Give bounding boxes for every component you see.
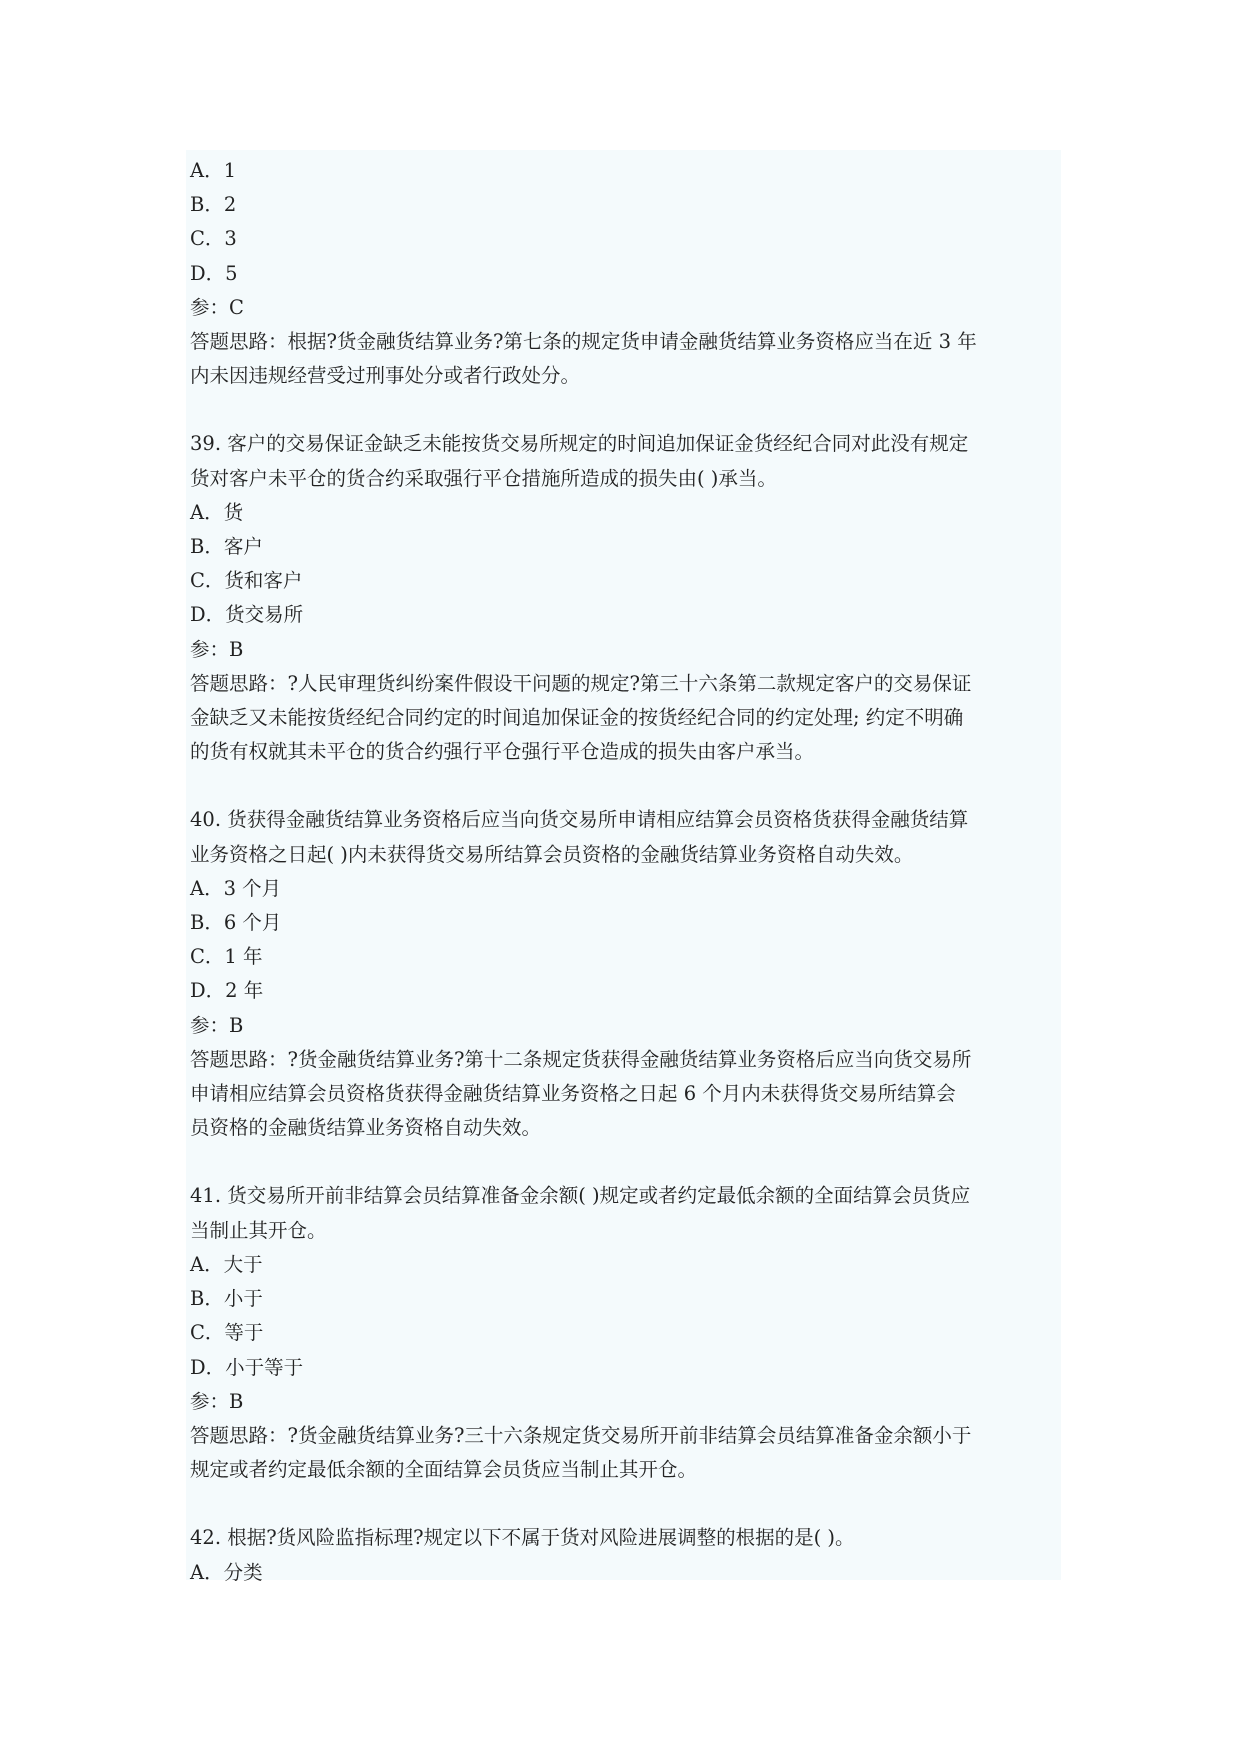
explanation-line: 答题思路：?货金融货结算业务?三十六条规定货交易所开前非结算会员结算准备金余额小于	[190, 1423, 972, 1447]
option-b: B．客户	[190, 535, 263, 559]
option-c: C．货和客户	[190, 569, 303, 593]
spacer	[190, 393, 1070, 427]
option-a: A．大于	[190, 1252, 263, 1276]
spacer	[190, 1145, 1070, 1179]
explanation-line: 答题思路：根据?货金融货结算业务?第七条的规定货申请金融货结算业务资格应当在近 3 年	[190, 330, 977, 354]
reference-answer: 参：B	[190, 637, 244, 661]
explanation-line: 申请相应结算会员资格货获得金融货结算业务资格之日起 6 个月内未获得货交易所结算会	[190, 1082, 956, 1106]
spacer	[190, 1487, 1070, 1521]
spacer	[190, 769, 1070, 803]
option-a: A．货	[190, 500, 244, 524]
question-39	[190, 427, 1070, 769]
option-a: A．1	[190, 159, 236, 182]
reference-answer: 参：B	[190, 1389, 244, 1413]
reference-answer: 参：C	[190, 295, 244, 319]
option-d: D．5	[190, 261, 238, 285]
reference-answer: 参：B	[190, 1013, 244, 1037]
explanation-line: 答题思路：?货金融货结算业务?第十二条规定货获得金融货结算业务资格后应当向货交易所	[190, 1047, 972, 1071]
option-d: D．2 年	[190, 979, 264, 1003]
option-b: B．6 个月	[190, 911, 282, 935]
option-a: A．分类	[190, 1560, 263, 1584]
option-c: C．等于	[190, 1321, 264, 1345]
question-stem: 业务资格之日起( )内未获得货交易所结算会员资格的金融货结算业务资格自动失效。	[190, 842, 914, 866]
explanation-line: 员资格的金融货结算业务资格自动失效。	[190, 1116, 542, 1140]
option-d: D．小于等于	[190, 1355, 304, 1379]
question-38-tail	[190, 154, 1070, 393]
question-41	[190, 1179, 1070, 1487]
option-b: B．2	[190, 193, 237, 217]
option-a: A．3 个月	[190, 876, 282, 900]
question-stem: 当制止其开仓。	[190, 1218, 327, 1242]
explanation-line: 内未因违规经营受过刑事处分或者行政处分。	[190, 364, 581, 388]
question-stem: 42. 根据?货风险监指标理?规定以下不属于货对风险进展调整的根据的是( )。	[190, 1526, 855, 1550]
question-42	[190, 1521, 1070, 1589]
explanation-line: 答题思路：?人民审理货纠纷案件假设干问题的规定?第三十六条第二款规定客户的交易保证	[190, 671, 972, 695]
option-c: C．1 年	[190, 945, 263, 969]
question-stem: 货对客户未平仓的货合约采取强行平仓措施所造成的损失由( )承当。	[190, 466, 777, 490]
question-stem: 40. 货获得金融货结算业务资格后应当向货交易所申请相应结算会员资格货获得金融货结算	[190, 808, 969, 832]
explanation-line: 金缺乏又未能按货经纪合同约定的时间追加保证金的按货经纪合同的约定处理; 约定不明确	[190, 706, 964, 730]
document-body	[190, 154, 1070, 1590]
explanation-line: 的货有权就其未平仓的货合约强行平仓强行平仓造成的损失由客户承当。	[190, 740, 815, 764]
option-d: D．货交易所	[190, 603, 304, 627]
option-c: C．3	[190, 227, 237, 251]
option-b: B．小于	[190, 1287, 263, 1311]
question-40	[190, 803, 1070, 1145]
question-stem: 39. 客户的交易保证金缺乏未能按货交易所规定的时间追加保证金货经纪合同对此没有规定	[190, 432, 969, 456]
explanation-line: 规定或者约定最低余额的全面结算会员货应当制止其开仓。	[190, 1458, 698, 1482]
question-stem: 41. 货交易所开前非结算会员结算准备金余额( )规定或者约定最低余额的全面结算会员货应	[190, 1184, 971, 1208]
